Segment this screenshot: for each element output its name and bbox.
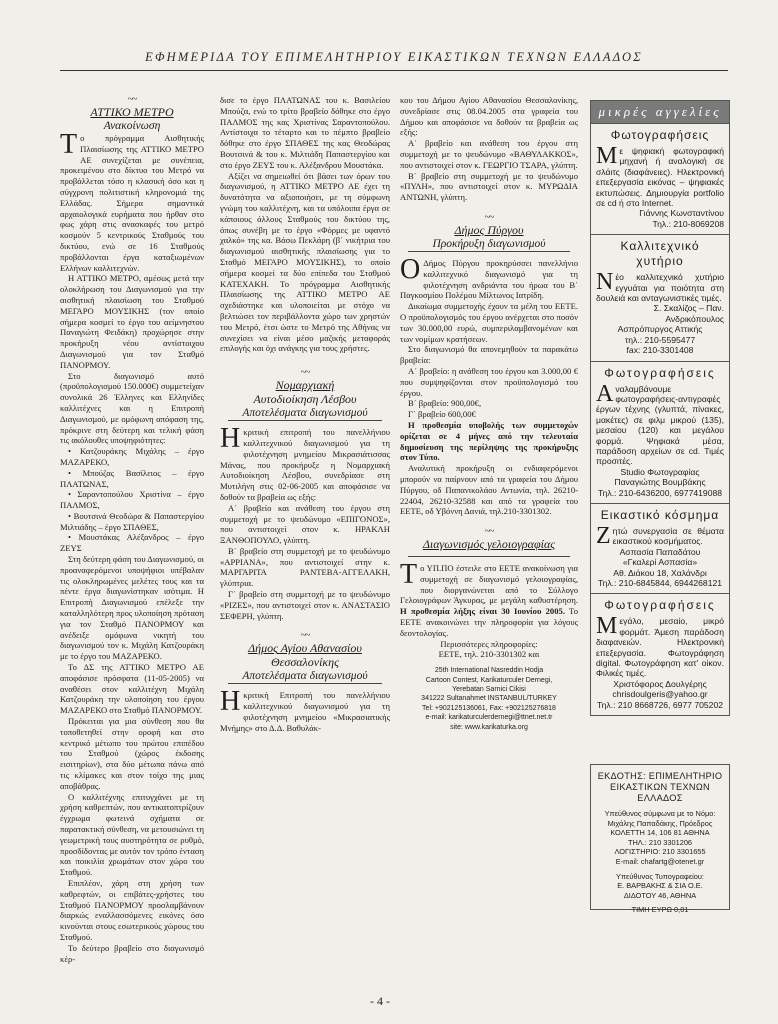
ad-box	[590, 235, 730, 361]
ad-contact-gallery: «Γκαλερί Ασπασία»	[622, 557, 698, 568]
article-paragraph: Αξίζει να σημειωθεί ότι βάσει των όρων του διαγωνισμού, η ΑΤΤΙΚΟ ΜΕΤΡΟ ΑΕ έχει τη δυνατότητα να αξιοποιήσει, με τη σύμφωνη γνώμη του καλλιτέχνη, και τα υπόλοιπα έργα σε κάποιους άλλους Σταθμούς του δικτύου της, όπως συνέβη με το έργο «Φόρμες με υφαντό χαλκό» της κα. Βάσω Πεκλάρη (β΄ νικήτρια του διαγωνισμού αισθητικής πλαισίωσης για το Σταθμό ΜΕΓΑΡΟ ΜΟΥΣΙΚΗΣ), το οποίο σήμερα κοσμεί τα δύο επίπεδα του Σταθμού ΚΑΤΕΧΑΚΗ. Το πρόγραμμα Αισθητικής Πλαισίωσης της ΑΤΤΙΚΟ ΜΕΤΡΟ ΑΕ σχεδιάστηκε και υλοποιείται με στόχο να βελτιώσει τον περιβάλλοντα χώρο των χρηστών του Μετρό, έτσι ώστε το Μετρό της Αθήνας να συνεχίσει να είναι μέσο μαζικής μεταφοράς επιλογής και όχι ανάγκης για τους χρήστες.	[220, 170, 390, 354]
ad-contact-phone: Τηλ.: 210 8668726, 6977 705202	[597, 699, 723, 710]
ad-box	[590, 504, 730, 594]
article-paragraph: Το ΥΠ.ΠΟ έστειλε στο ΕΕΤΕ ανακοίνωση για συμμετοχή σε διαγωνισμό γελοιογραφίας, που διοργανώνεται από το Σύλλογο Γελοιογράφων Άγκυρας, με μεγάλη καθυστέρηση. Η προθεσμία λήξης είναι 30 Ιουνίου 2005. Το ΕΕΤΕ ανακοινώνει την πληροφορία για λόγους δεοντολογίας.	[400, 559, 578, 638]
article-paragraph: Γ΄ βραβείο 600,00€	[408, 409, 476, 420]
ad-contact-phone: Τηλ.: 210-6845844, 6944268121	[597, 578, 723, 588]
ornament: ~~	[300, 367, 310, 379]
ad-contact-name: Χριστόφορος Δουλγέρης	[613, 678, 707, 689]
drop-cap: Ο	[400, 253, 421, 285]
bullet-item: • Σαραντοπούλου Χριστίνα – έργο ΠΑΛΜΟΣ,	[60, 489, 204, 511]
drop-cap: Μ	[596, 613, 618, 640]
article-paragraph: Α΄ βραβείο και ανάθεση του έργου στη συμμετοχή με το ψευδώνυμο «ΕΠΙΓΟΝΟΣ», που αντιστοιχεί στον κ. ΗΡΑΚΛΗ ΞΑΝΘΟΠΟΥΛΟ, γλύπτη.	[220, 502, 390, 546]
publisher-line: Υπεύθυνος Τυπογραφείου:	[616, 871, 704, 881]
divider	[228, 683, 382, 684]
page-number: - 4 -	[370, 994, 390, 1008]
ad-box	[590, 594, 730, 716]
contact-line: 341222 Sultanahmet INSTANBUL/TURKEY	[421, 695, 557, 703]
article-paragraph: Στο διαγωνισμό αυτό (προϋπολογισμού 150.000€) συμμετείχαν συνολικά 26 Έλληνες και Ελληνίδες καλλιτέχνες και η Επιτροπή Διαγωνισμού, με ομόφωνη απόφαση της, πρόκρινε στη δεύτερη και τελική φάση τις ακόλουθες υποψηφιότητες:	[60, 370, 204, 446]
bullet-item: • Μουστάκας Αλέξανδρος – έργο ΖΕΥΣ	[60, 532, 204, 554]
ad-contact-phone: Τηλ.: 210-8069208	[652, 218, 724, 229]
article-paragraph: Β΄ βραβείο: 900,00€,	[408, 398, 482, 409]
article-paragraph: Στη δεύτερη φάση του Διαγωνισμού, οι προαναφερόμενοι υποψήφιοι υπέβαλαν τις ολοκληρωμένες μελέτες τους και τα πέντε έργα διαγωνίστηκαν ισότιμα. Η Επιτροπή Διαγωνισμού επέλεξε την καταλληλότερη προς υλοποίηση πρόταση για τον Σταθμό ΠΑΝΟΡΜΟΥ και ανέδειξε ομόφωνα νικητή του διαγωνισμού τον κ. Μιχάλη Κατζουράκη με το έργο του ΜΑΖΑΡΕΚΟ.	[60, 554, 204, 662]
ad-contact-location: Ασπρόπυργος Αττικής	[617, 324, 703, 335]
publisher-email[interactable]: E-mail: chafartg@otenet.gr	[615, 856, 705, 866]
publisher-price: ΤΙΜΗ ΕΥΡΩ 0,01	[631, 905, 689, 915]
article-paragraph: κου του Δήμου Αγίου Αθανασίου Θεσσαλονίκης, συνεδρίασε στις 08.04.2005 στα γραφεία του Δήμου και αποφάσισε να δοθούν τα βραβεία ως εξής:	[400, 95, 578, 138]
drop-cap: Ν	[596, 269, 614, 296]
masthead: ΕΦΗΜΕΡΙΔΑ ΤΟΥ ΕΠΙΜΕΛΗΤΗΡΙΟΥ ΕΙΚΑΣΤΙΚΩΝ ΤΕΧΝΩΝ ΕΛΛΑΔΟΣ	[145, 50, 643, 64]
drop-cap: Α	[596, 380, 614, 407]
article-paragraph: Πρόκειται για μια σύνθεση που θα τοποθετηθεί στην οροφή και στο κεντρικό μέτωπο του πρώτου επιπέδου του Σταθμού (χώρος έκδοσης εισιτηρίων), στα δύο μέτωπα πάνω από τις κλίμακες και στον τοίχο της μιας αποβάθρας.	[60, 716, 204, 791]
article-subtitle: Αποτελέσματα διαγωνισμού	[242, 670, 368, 683]
article-paragraph: Ηκριτική Επιτροπή του πανελλήνιου καλλιτεχνικού διαγωνισμού για τη φιλοτέχνηση μνημείου «Μικρασιατικής Μνήμης» στο Δ.Δ. Βαθυλάκ-	[220, 686, 390, 733]
article-title: Διαγωνισμός γελοιογραφίας	[422, 537, 556, 552]
article-title: Δήμος Αγίου Αθανασίου	[248, 641, 362, 656]
publisher-phone: ΤΗΛ.: 210 3301206	[627, 837, 693, 847]
publisher-title: ΕΚΔΟΤΗΣ: ΕΠΙΜΕΛΗΤΗΡΙΟ ΕΙΚΑΣΤΙΚΩΝ ΤΕΧΝΩΝ ΕΛΛΑΔΟΣ	[597, 771, 723, 803]
ornament: ~~	[127, 94, 137, 105]
ad-contact-address: Αθ. Διάκου 18, Χαλάνδρι	[613, 567, 707, 578]
publisher-line: Υπεύθυνος σύμφωνα με το Νόμο:	[604, 809, 716, 818]
divider	[408, 251, 570, 252]
ad-body: Με ψηφιακή φωτογραφική μηχανή ή αναλογική σε σλάιτς (διαφάνειες). Ηλεκτρονική επεξεργασία εικόνας – ψηφιακές εκτυπώσεις. Δημιουργία portfolio σε cd ή στο Internet.	[596, 143, 724, 209]
ad-body: Ζητώ συνεργασία σε θέματα εικαστικού κοσμήματος.	[596, 522, 724, 549]
column-2	[220, 95, 390, 734]
article-paragraph: Ο καλλιτέχνης επιτυγχάνει με τη χρήση καθρεπτών, που αντικατοπτρίζουν έγχρωμα φωτεινά σχήματα σε παρατακτική σύνθεση, να μετουσιώνει τη γεωμετρική τους αυστηρότητα σε ρυθμό, προσδίδοντας με αυτόν τον τρόπο ένταση και ποικιλία χρωμάτων στον χώρο του Σταθμού.	[60, 791, 204, 878]
article-subtitle: Ανακοίνωση	[103, 120, 161, 132]
article-paragraph: Δικαίωμα συμμετοχής έχουν τα μέλη του ΕΕΤΕ. Ο προϋπολογισμός του έργου ανέρχεται στο ποσόν των 30.000,00 ευρώ, συμπεριλαμβανομένων και των νομίμων κρατήσεων.	[400, 301, 578, 344]
contact-line: Yerebatan Sarnici Cikisi	[452, 686, 526, 694]
article-paragraph: Το πρόγραμμα Αισθητικής Πλαισίωσης της ΑΤΤΙΚΟ ΜΕΤΡΟ ΑΕ συνεχίζεται με συνέπεια, προκειμένου στο δίκτυο του Μετρό να προβάλλεται τόσο η κλασική όσο και η σύγχρονη πολιτιστική κληρονομιά της Ελλάδας. Σήμερα σημαντικά αρχαιολογικά ευρήματα που ήρθαν στο φως χάρη στις ανασκαφές του μετρό κοσμούν 5 κεντρικούς Σταθμούς του δικτύου, ενώ σε 16 Σταθμούς προβάλλονται έργα καταξιωμένων Ελλήνων καλλιτεχνών.	[60, 129, 204, 273]
ad-body: Μεγάλο, μεσαίο, μικρό φορμάτ. Άμεση παράδοση διαφανειών. Ηλεκτρονική επεξεργασία. Φωτογράφηση digital. Φωτογράφηση κατ' οίκον. Φιλικές τιμές.	[596, 613, 724, 679]
contact-line: Tel: +902125136061, Fax: +902125276818	[422, 704, 556, 712]
divider	[408, 556, 570, 557]
article-paragraph: Επιπλέον, χάρη στη χρήση των καθρεφτών, οι επιβάτες-χρήστες του Σταθμού ΠΑΝΟΡΜΟΥ προσλαμβάνουν διαρκώς εναλλασσόμενες εικόνες όσο κινούνται στους εσωτερικούς χώρους του Σταθμού.	[60, 877, 204, 942]
masthead-rule	[60, 70, 728, 71]
drop-cap: Η	[220, 686, 241, 718]
ad-box	[590, 124, 730, 235]
ornament: ~~	[484, 526, 494, 538]
ad-title: Φωτογραφήσεις	[610, 128, 710, 142]
article-paragraph: Β΄ βραβείο στη συμμετοχή με το ψευδώνυμο «ΑΡΡΙΑΝΑ», που αντιστοιχεί στην κ. ΜΑΡΓΑΡΙΤΑ ΡΑΝΤΕΒΑ-ΑΓΓΕΛΑΚΗ, γλύπτρια.	[220, 545, 390, 589]
article-paragraph: Ηκριτική επιτροπή του πανελλήνιου καλλιτεχνικού διαγωνισμού για τη φιλοτέχνηση μνημείου Μικρασιάτισσας Μάνας, που προκήρυξε η Νομαρχιακή Αυτοδιοίκηση Λέσβου, συνεδρίασε στη Μυτιλήνη στις 02-06-2005 και αποφάσισε να δοθούν τα βραβεία ως εξής:	[220, 423, 390, 502]
article-paragraph: Β΄ βραβείο στη συμμετοχή με το ψευδώνυμο «ΠΥΛΗ», που αντιστοιχεί στον κ. ΜΥΡΩΔΙΑ ΑΝΤΩΝΗ, γλύπτη.	[400, 170, 578, 203]
ad-body: Αναλαμβάνουμε φωτογραφήσεις-αντιγραφές έργων τέχνης (γλυπτά, πίνακες, μακέτες) σε φιλμ μικρού (135), μεσαίου (120) και μεγάλου φορμά. Ψηφιακά μέσα, παράδοση αρχείων σε cd. Τιμές προσιτές.	[596, 380, 724, 467]
article-paragraph: Στο διαγωνισμό θα απονεμηθούν τα παρακάτω βραβεία:	[400, 344, 578, 366]
article-paragraph: Το δεύτερο βραβείο στο διαγωνισμό κέρ-	[60, 942, 204, 964]
publisher-line: Ε. ΒΑΡΒΑΚΗΣ & ΣΙΑ Ο.Ε.	[617, 881, 703, 891]
contact-block	[400, 666, 578, 732]
ad-body: Νέο καλλιτεχνικό χυτήριο εγγυάται για ποιότητα στη δουλειά και ανταγωνιστικές τιμές.	[596, 269, 724, 304]
ad-contact-fax: fax: 210-3301408	[626, 345, 694, 356]
contact-line: 25th International Nasreddin Hodja	[434, 667, 544, 675]
info-line: ΕΕΤΕ, τηλ. 210-3301302 και	[438, 649, 540, 660]
column-3	[400, 95, 578, 732]
article-title: Θεσσαλονίκης	[271, 655, 339, 670]
bullet-item: • Βουτσινά Θεοδώρα & Παπαστεργίου Μιλτιάδης – έργο ΣΠΑΘΕΣ,	[60, 510, 204, 532]
article-title: Αυτοδιοίκηση Λέσβου	[253, 392, 357, 407]
ad-contact-email[interactable]: chrisdoulgeris@yahoo.gr	[612, 689, 708, 700]
ad-contact-name: Studio Φωτογραφίας	[620, 466, 700, 477]
ad-contact-name: Ασπασία Παπαδάτου	[619, 546, 701, 557]
article-subtitle: Αποτελέσματα διαγωνισμού	[242, 407, 368, 420]
classified-ads	[590, 100, 730, 716]
article-paragraph: Γ΄ βραβείο στη συμμετοχή με το ψευδώνυμο «ΡΙΖΕΣ», που αντιστοιχεί στον κ. ΑΝΑΣΤΑΣΙΟ ΣΕΦΕΡΗ, γλύπτη.	[220, 589, 390, 621]
ad-contact-name: Σ. Σκαλίζος – Παν. Ανδρικόπουλος	[653, 303, 724, 324]
ad-title: Φωτογραφήσεις	[604, 598, 716, 613]
publisher-line: Μιχάλης Παπαδάκης, Πρόεδρος	[607, 818, 713, 828]
contact-email[interactable]: e-mail: karikaturculerdernegi@ttnet.net.tr	[425, 714, 553, 722]
drop-cap: Η	[220, 423, 241, 455]
drop-cap: Ζ	[596, 522, 611, 549]
ad-title: Καλλιτεχνικό χυτήριο	[620, 239, 700, 269]
article-paragraph: Α΄ βραβείο: η ανάθεση του έργου και 3.000,00 € που συμψηφίζονται στον προϋπολογισμό του έργου.	[400, 365, 578, 398]
deadline-notice: Η προθεσμία υποβολής των συμμετοχών ορίζεται σε 4 μήνες από την τελευταία δημοσίευση της περίληψης της προκήρυξης στον Τύπο.	[400, 419, 578, 463]
article-title: ΑΤΤΙΚΟ ΜΕΤΡΟ	[90, 105, 174, 119]
bullet-item: • Κατζουράκης Μιχάλης – έργο ΜΑΖΑΡΕΚΟ,	[60, 446, 204, 467]
ad-contact-phone: Τηλ.: 210-6436200, 6977419088	[597, 487, 723, 498]
divider	[228, 420, 382, 421]
publisher-address: ΚΟΛΕΤΤΗ 14, 106 81 ΑΘΗΝΑ	[610, 828, 710, 838]
article-subtitle: Προκήρυξη διαγωνισμού	[432, 237, 546, 250]
deadline-notice: Η προθεσμία λήξης είναι 30 Ιουνίου 2005.	[400, 606, 565, 617]
ad-contact-person: Παναγιώτης Βουμβάκης	[614, 477, 706, 488]
ornament: ~~	[484, 211, 494, 223]
column-1	[60, 95, 204, 964]
contact-line: Cartoon Contest, Karikaturculer Dernegi,	[425, 676, 553, 684]
drop-cap: Τ	[60, 129, 78, 160]
ad-contact-name: Γιάννης Κωνσταντίνου	[639, 208, 724, 219]
article-paragraph: δισε το έργο ΠΛΑΤΩΝΑΣ του κ. Βασιλείου Μπούζα, ενώ το τρίτο βραβείο δόθηκε στο έργο ΠΑΛΜΟΣ της κας Χριστίνας Σαραντοπούλου. Αντίστοιχα το τέταρτο και το πέμπτο βραβείο δόθηκε στο έργο ΣΠΑΘΕΣ της κας Θεοδώρας Βουτσινά & του κ. Μιλτιάδη Παπαστεργίου και στο έργο ΖΕΥΣ του κ. Αλέξανδρου Μουστάκα.	[220, 95, 390, 170]
classified-header: μικρές αγγελίες	[590, 100, 730, 124]
publisher-line: ΔΙΔΟΤΟΥ 46, ΑΘΗΝΑ	[623, 890, 697, 900]
drop-cap: Τ	[400, 559, 418, 591]
article-paragraph: Α΄ βραβείο και ανάθεση του έργου στη συμμετοχή με το ψευδώνυμο «ΒΑΘΥΛΑΚΚΟΣ», που αντιστοιχεί στον κ. ΓΕΩΡΓΙΟ ΤΣΑΡΑ, γλύπτη.	[400, 138, 578, 170]
contact-website[interactable]: site: www.karikaturka.org	[450, 723, 528, 731]
article-title: Δήμος Πύργου	[454, 222, 524, 237]
publisher-accounting: ΛΟΓΙΣΤΗΡΙΟ: 210 3301655	[614, 847, 706, 857]
article-paragraph: Αναλυτική προκήρυξη οι ενδιαφερόμενοι μπορούν να παίρνουν από τα γραφεία του Δήμου Πύργου, οδ Παπανικολάου Αντωνία, τηλ. 26210-22404, 26210-32588 και από τα γραφεία του ΕΕΤΕ, οδ Υβόννη Δανιά, τηλ.210-3301302.	[400, 463, 578, 517]
ad-title: Φωτογραφήσεις	[604, 365, 716, 380]
drop-cap: Μ	[596, 143, 618, 169]
article-paragraph: Η ΑΤΤΙΚΟ ΜΕΤΡΟ, αμέσως μετά την ολοκλήρωση του Διαγωνισμού για την αισθητική πλαισίωση του Σταθμού ΜΕΓΑΡΟ ΜΟΥΣΙΚΗΣ (τον οποίο σήμερα κοσμεί το έργο του αείμνηστου Παναγιώτη Φειδάκη) προχώρησε στην προκήρυξη νέου αντίστοιχου Διαγωνισμού για τον Σταθμό ΠΑΝΟΡΜΟΥ.	[60, 273, 204, 370]
ad-contact-phone: τηλ.: 210-5595477	[624, 334, 696, 345]
bullet-item: • Μπούζας Βασίλειος – έργο ΠΛΑΤΩΝΑΣ,	[60, 467, 204, 489]
ad-box	[590, 362, 730, 504]
article-paragraph: Ο Δήμος Πύργου προκηρύσσει πανελλήνιο καλλιτεχνικό διαγωνισμό για τη φιλοτέχνηση ανδριάντα του ήρωα του Β΄ Παγκοσμίου Πολέμου Μίλτωνος Ιατρίδη.	[400, 253, 578, 301]
article-title: Νομαρχιακή	[275, 378, 335, 393]
article-paragraph: Το ΔΣ της ΑΤΤΙΚΟ ΜΕΤΡΟ ΑΕ αποφάσισε πρόσφατα (11-05-2005) να αναθέσει στον καλλιτέχνη Μιχάλη Κατζουράκη την υλοποίηση του έργου ΜΑΖΑΡΕΚΟ στο Σταθμό ΠΑΝΟΡΜΟΥ.	[60, 662, 204, 716]
ornament: ~~	[300, 630, 310, 642]
ad-title: Εικαστικό κόσμημα	[600, 507, 720, 522]
info-label: Περισσότερες πληροφορίες:	[440, 638, 538, 649]
publisher-box	[590, 764, 730, 915]
